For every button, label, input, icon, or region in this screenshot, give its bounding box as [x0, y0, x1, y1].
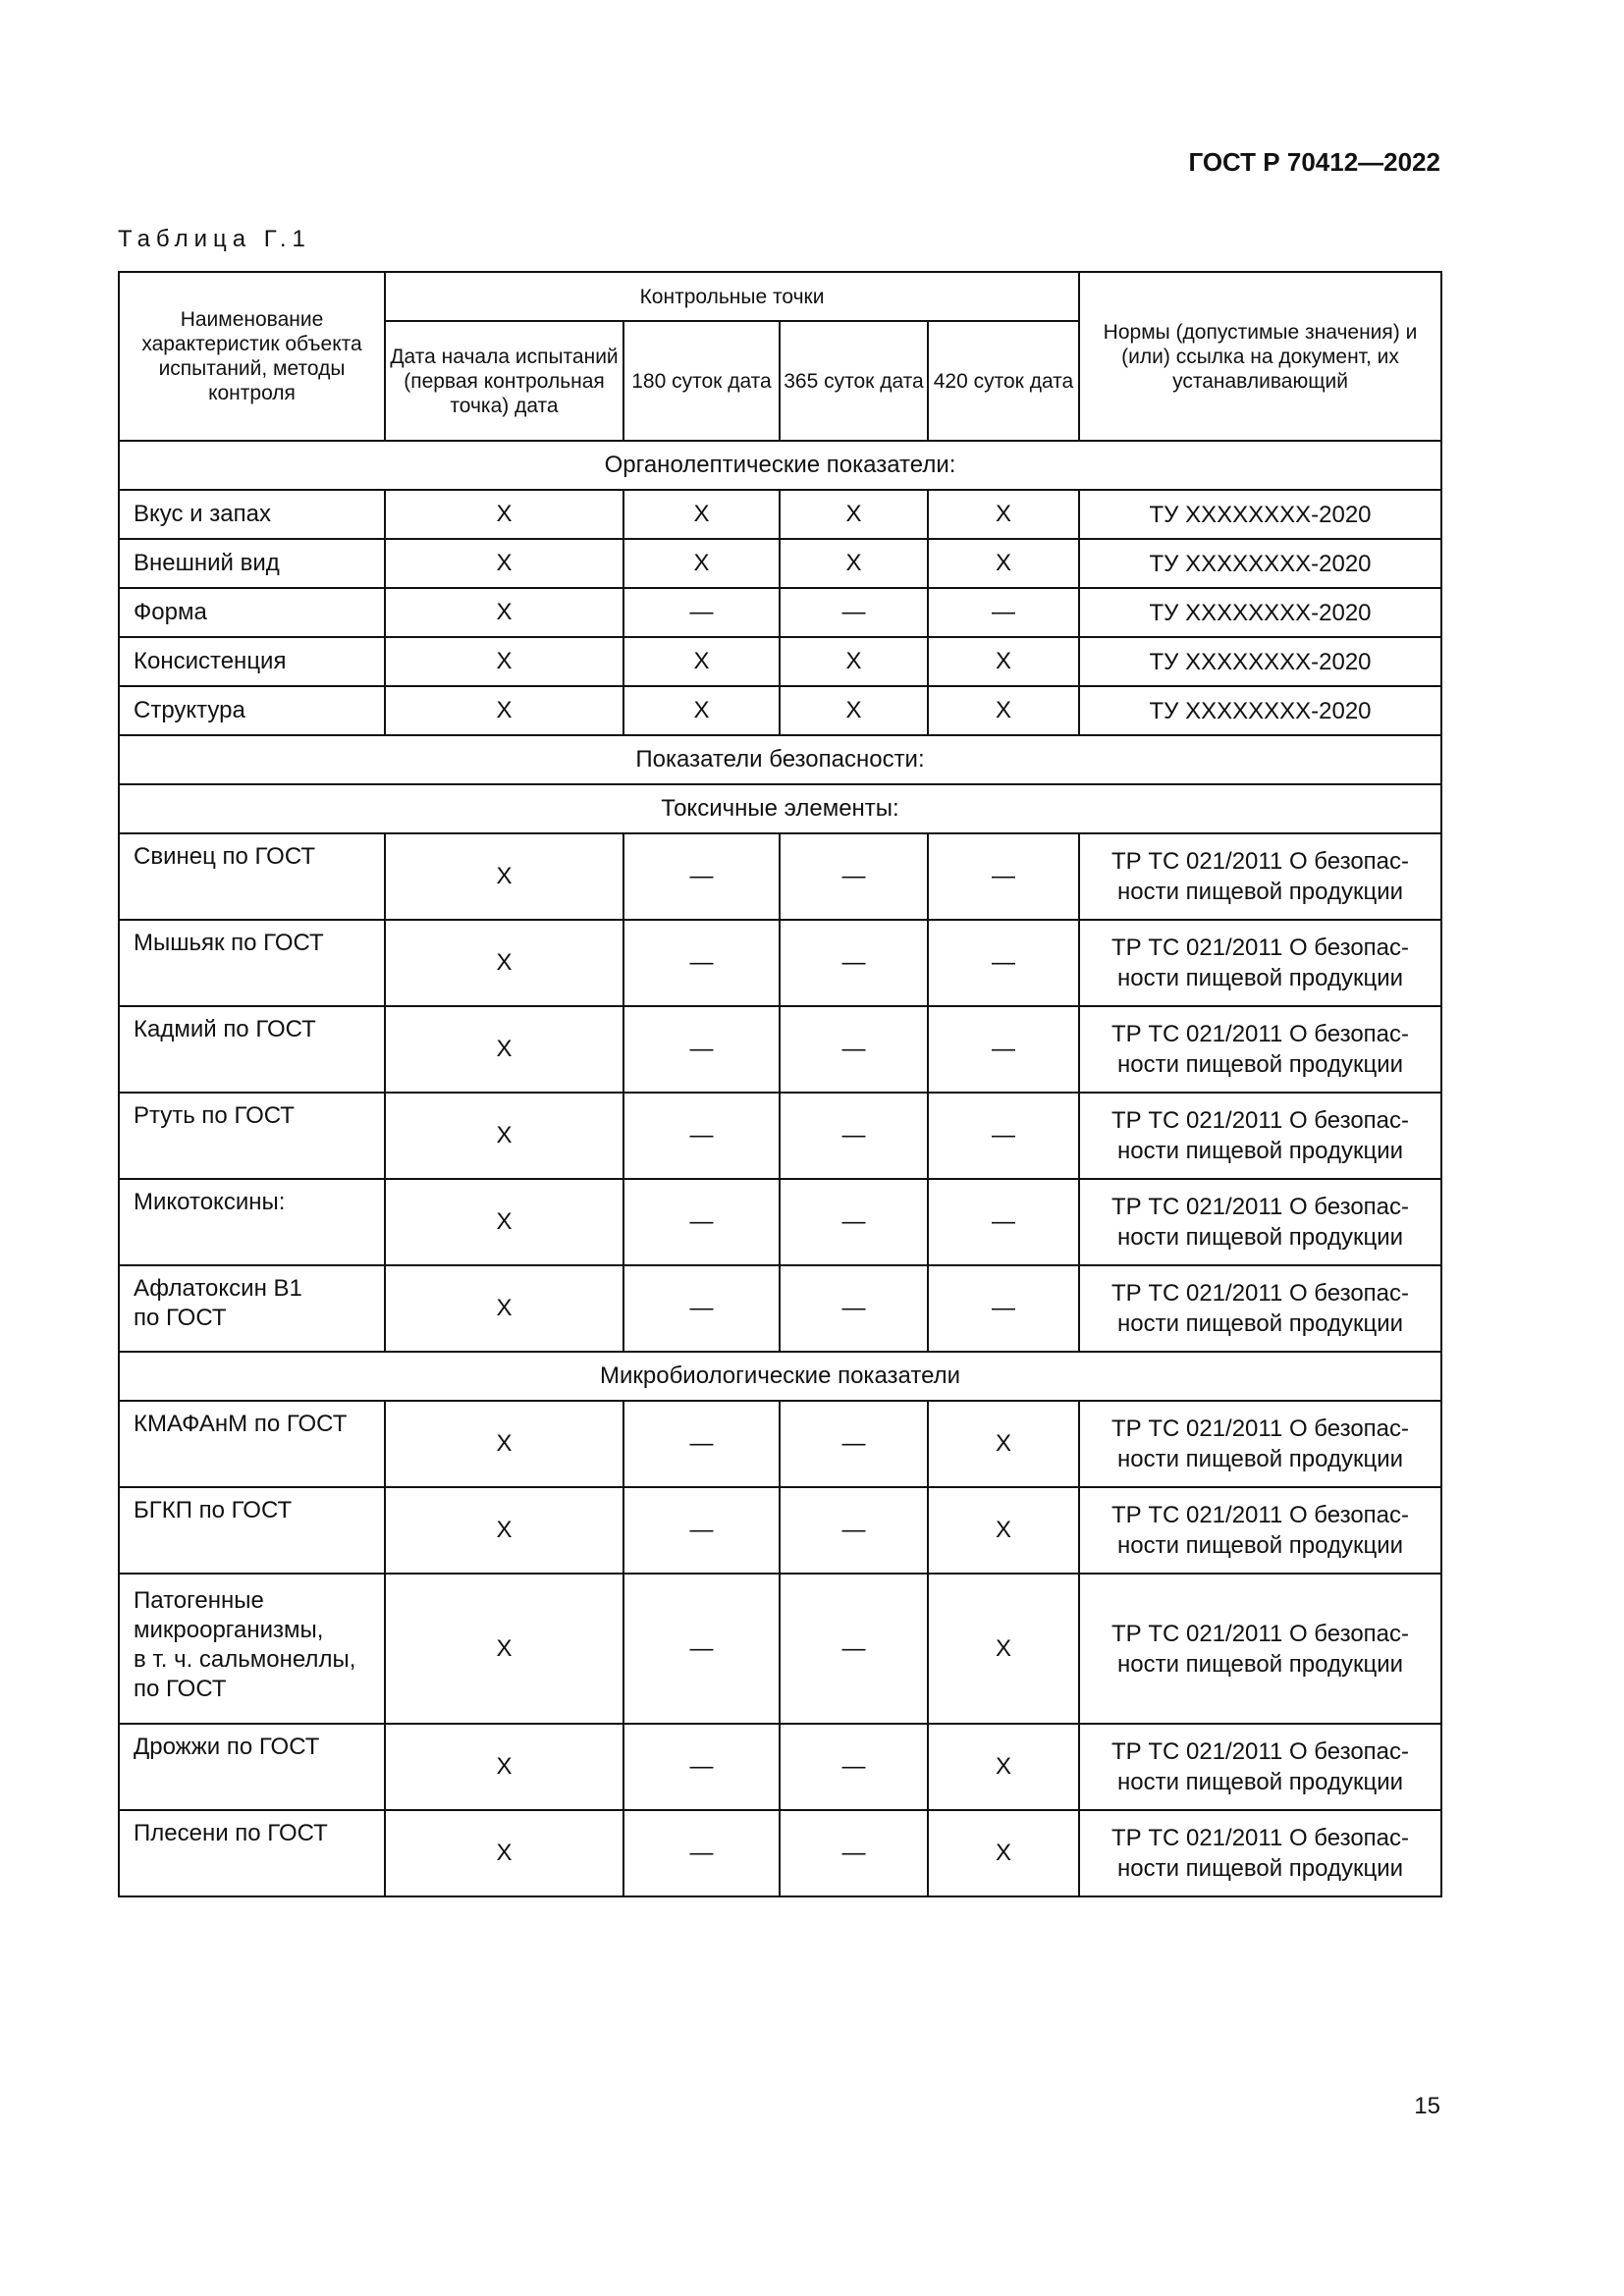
section-row: [119, 441, 1441, 490]
control-mark: X: [928, 1574, 1079, 1724]
section-title: Токсичные элементы:: [119, 784, 1441, 833]
characteristic-name: Свинец по ГОСТ: [119, 833, 385, 920]
control-mark: X: [385, 1093, 623, 1179]
norm-reference: ТР ТС 021/2011 О безопас- ности пищевой продукции: [1079, 1179, 1441, 1265]
control-mark: —: [928, 1006, 1079, 1093]
control-mark: X: [385, 637, 623, 686]
section-title: Органолептические показатели:: [119, 441, 1441, 490]
control-mark: X: [623, 686, 780, 735]
control-mark: X: [928, 1810, 1079, 1896]
control-mark: X: [385, 1179, 623, 1265]
column-header-name: Наименование характеристик объекта испытаний, методы контроля: [119, 272, 385, 441]
norm-reference: ТУ XXXXXXXX-2020: [1079, 637, 1441, 686]
table-row: [119, 920, 1441, 1006]
control-mark: X: [385, 1574, 623, 1724]
table-row: [119, 1487, 1441, 1574]
table-row: [119, 1265, 1441, 1352]
control-mark: —: [780, 1179, 928, 1265]
characteristic-name: Ртуть по ГОСТ: [119, 1093, 385, 1179]
table-row: [119, 1006, 1441, 1093]
control-mark: —: [623, 1574, 780, 1724]
control-mark: X: [385, 1265, 623, 1352]
control-mark: —: [623, 1487, 780, 1574]
norm-reference: ТР ТС 021/2011 О безопас- ности пищевой продукции: [1079, 1487, 1441, 1574]
table-row: [119, 1724, 1441, 1810]
characteristic-name: Структура: [119, 686, 385, 735]
characteristic-name: Дрожжи по ГОСТ: [119, 1724, 385, 1810]
control-mark: —: [623, 1265, 780, 1352]
control-mark: —: [928, 1179, 1079, 1265]
norm-reference: ТР ТС 021/2011 О безопас- ности пищевой продукции: [1079, 920, 1441, 1006]
norm-reference: ТР ТС 021/2011 О безопас- ности пищевой продукции: [1079, 1006, 1441, 1093]
section-row: [119, 735, 1441, 784]
column-header-control-points: Контрольные точки: [385, 272, 1079, 321]
document-code: ГОСТ Р 70412—2022: [1188, 147, 1440, 177]
control-mark: —: [623, 1093, 780, 1179]
control-mark: —: [928, 1093, 1079, 1179]
table-caption: Таблица Г.1: [118, 226, 311, 252]
norm-reference: ТУ XXXXXXXX-2020: [1079, 686, 1441, 735]
norm-reference: ТР ТС 021/2011 О безопас- ности пищевой продукции: [1079, 833, 1441, 920]
control-mark: X: [780, 686, 928, 735]
norm-reference: ТУ XXXXXXXX-2020: [1079, 539, 1441, 588]
control-mark: —: [780, 833, 928, 920]
table-row: [119, 1401, 1441, 1487]
characteristic-name: Мышьяк по ГОСТ: [119, 920, 385, 1006]
page-number: 15: [1414, 2093, 1440, 2119]
control-mark: —: [780, 588, 928, 637]
table-row: [119, 637, 1441, 686]
characteristic-name: Форма: [119, 588, 385, 637]
control-mark: —: [780, 1093, 928, 1179]
characteristic-name: БГКП по ГОСТ: [119, 1487, 385, 1574]
requirements-table: [118, 271, 1442, 1897]
column-header-180-days: 180 суток дата: [623, 321, 780, 441]
control-mark: —: [780, 1724, 928, 1810]
control-mark: X: [928, 637, 1079, 686]
control-mark: X: [623, 490, 780, 539]
section-title: Показатели безопасности:: [119, 735, 1441, 784]
control-mark: X: [928, 490, 1079, 539]
characteristic-name: КМАФАнМ по ГОСТ: [119, 1401, 385, 1487]
control-mark: —: [623, 1179, 780, 1265]
norm-reference: ТР ТС 021/2011 О безопас- ности пищевой продукции: [1079, 1810, 1441, 1896]
norm-reference: ТР ТС 021/2011 О безопас- ности пищевой продукции: [1079, 1093, 1441, 1179]
control-mark: —: [780, 920, 928, 1006]
control-mark: —: [928, 833, 1079, 920]
norm-reference: ТР ТС 021/2011 О безопас- ности пищевой продукции: [1079, 1265, 1441, 1352]
norm-reference: ТУ XXXXXXXX-2020: [1079, 588, 1441, 637]
section-title: Микробиологические показатели: [119, 1352, 1441, 1401]
control-mark: —: [623, 1810, 780, 1896]
characteristic-name: Афлатоксин B1 по ГОСТ: [119, 1265, 385, 1352]
column-header-420-days: 420 суток дата: [928, 321, 1079, 441]
table-body: [119, 441, 1441, 1896]
control-mark: —: [928, 920, 1079, 1006]
control-mark: X: [928, 1487, 1079, 1574]
table-row: [119, 588, 1441, 637]
characteristic-name: Микотоксины:: [119, 1179, 385, 1265]
control-mark: —: [780, 1265, 928, 1352]
characteristic-name: Плесени по ГОСТ: [119, 1810, 385, 1896]
control-mark: —: [780, 1810, 928, 1896]
table-row: [119, 1810, 1441, 1896]
column-header-start-date: Дата начала испытаний (первая контрольная точка) дата: [385, 321, 623, 441]
control-mark: X: [780, 490, 928, 539]
control-mark: —: [623, 920, 780, 1006]
control-mark: X: [623, 539, 780, 588]
table-row: [119, 539, 1441, 588]
control-mark: —: [623, 1006, 780, 1093]
control-mark: X: [385, 1006, 623, 1093]
control-mark: X: [928, 686, 1079, 735]
table-row: [119, 1574, 1441, 1724]
control-mark: —: [623, 1724, 780, 1810]
control-mark: X: [928, 539, 1079, 588]
control-mark: X: [385, 1724, 623, 1810]
control-mark: X: [928, 1724, 1079, 1810]
control-mark: X: [780, 539, 928, 588]
table-row: [119, 686, 1441, 735]
control-mark: X: [780, 637, 928, 686]
control-mark: —: [928, 588, 1079, 637]
section-row: [119, 1352, 1441, 1401]
table-row: [119, 1093, 1441, 1179]
control-mark: —: [780, 1487, 928, 1574]
column-header-365-days: 365 суток дата: [780, 321, 928, 441]
control-mark: —: [623, 588, 780, 637]
control-mark: —: [623, 833, 780, 920]
control-mark: —: [780, 1006, 928, 1093]
control-mark: —: [928, 1265, 1079, 1352]
control-mark: X: [385, 1810, 623, 1896]
control-mark: X: [928, 1401, 1079, 1487]
characteristic-name: Патогенные микроорганизмы, в т. ч. сальмонеллы, по ГОСТ: [119, 1574, 385, 1724]
norm-reference: ТР ТС 021/2011 О безопас- ности пищевой продукции: [1079, 1401, 1441, 1487]
control-mark: X: [385, 686, 623, 735]
norm-reference: ТР ТС 021/2011 О безопас- ности пищевой продукции: [1079, 1574, 1441, 1724]
control-mark: X: [385, 833, 623, 920]
table-row: [119, 490, 1441, 539]
control-mark: X: [385, 1487, 623, 1574]
control-mark: X: [385, 490, 623, 539]
control-mark: X: [385, 539, 623, 588]
norm-reference: ТР ТС 021/2011 О безопас- ности пищевой продукции: [1079, 1724, 1441, 1810]
control-mark: X: [385, 1401, 623, 1487]
characteristic-name: Консистенция: [119, 637, 385, 686]
control-mark: —: [780, 1574, 928, 1724]
characteristic-name: Внешний вид: [119, 539, 385, 588]
control-mark: X: [385, 588, 623, 637]
control-mark: —: [780, 1401, 928, 1487]
control-mark: —: [623, 1401, 780, 1487]
control-mark: X: [385, 920, 623, 1006]
characteristic-name: Кадмий по ГОСТ: [119, 1006, 385, 1093]
table-row: [119, 1179, 1441, 1265]
table-row: [119, 833, 1441, 920]
characteristic-name: Вкус и запах: [119, 490, 385, 539]
column-header-norms: Нормы (допустимые значения) и (или) ссылка на документ, их устанавливающий: [1079, 272, 1441, 441]
control-mark: X: [623, 637, 780, 686]
norm-reference: ТУ XXXXXXXX-2020: [1079, 490, 1441, 539]
section-row: [119, 784, 1441, 833]
